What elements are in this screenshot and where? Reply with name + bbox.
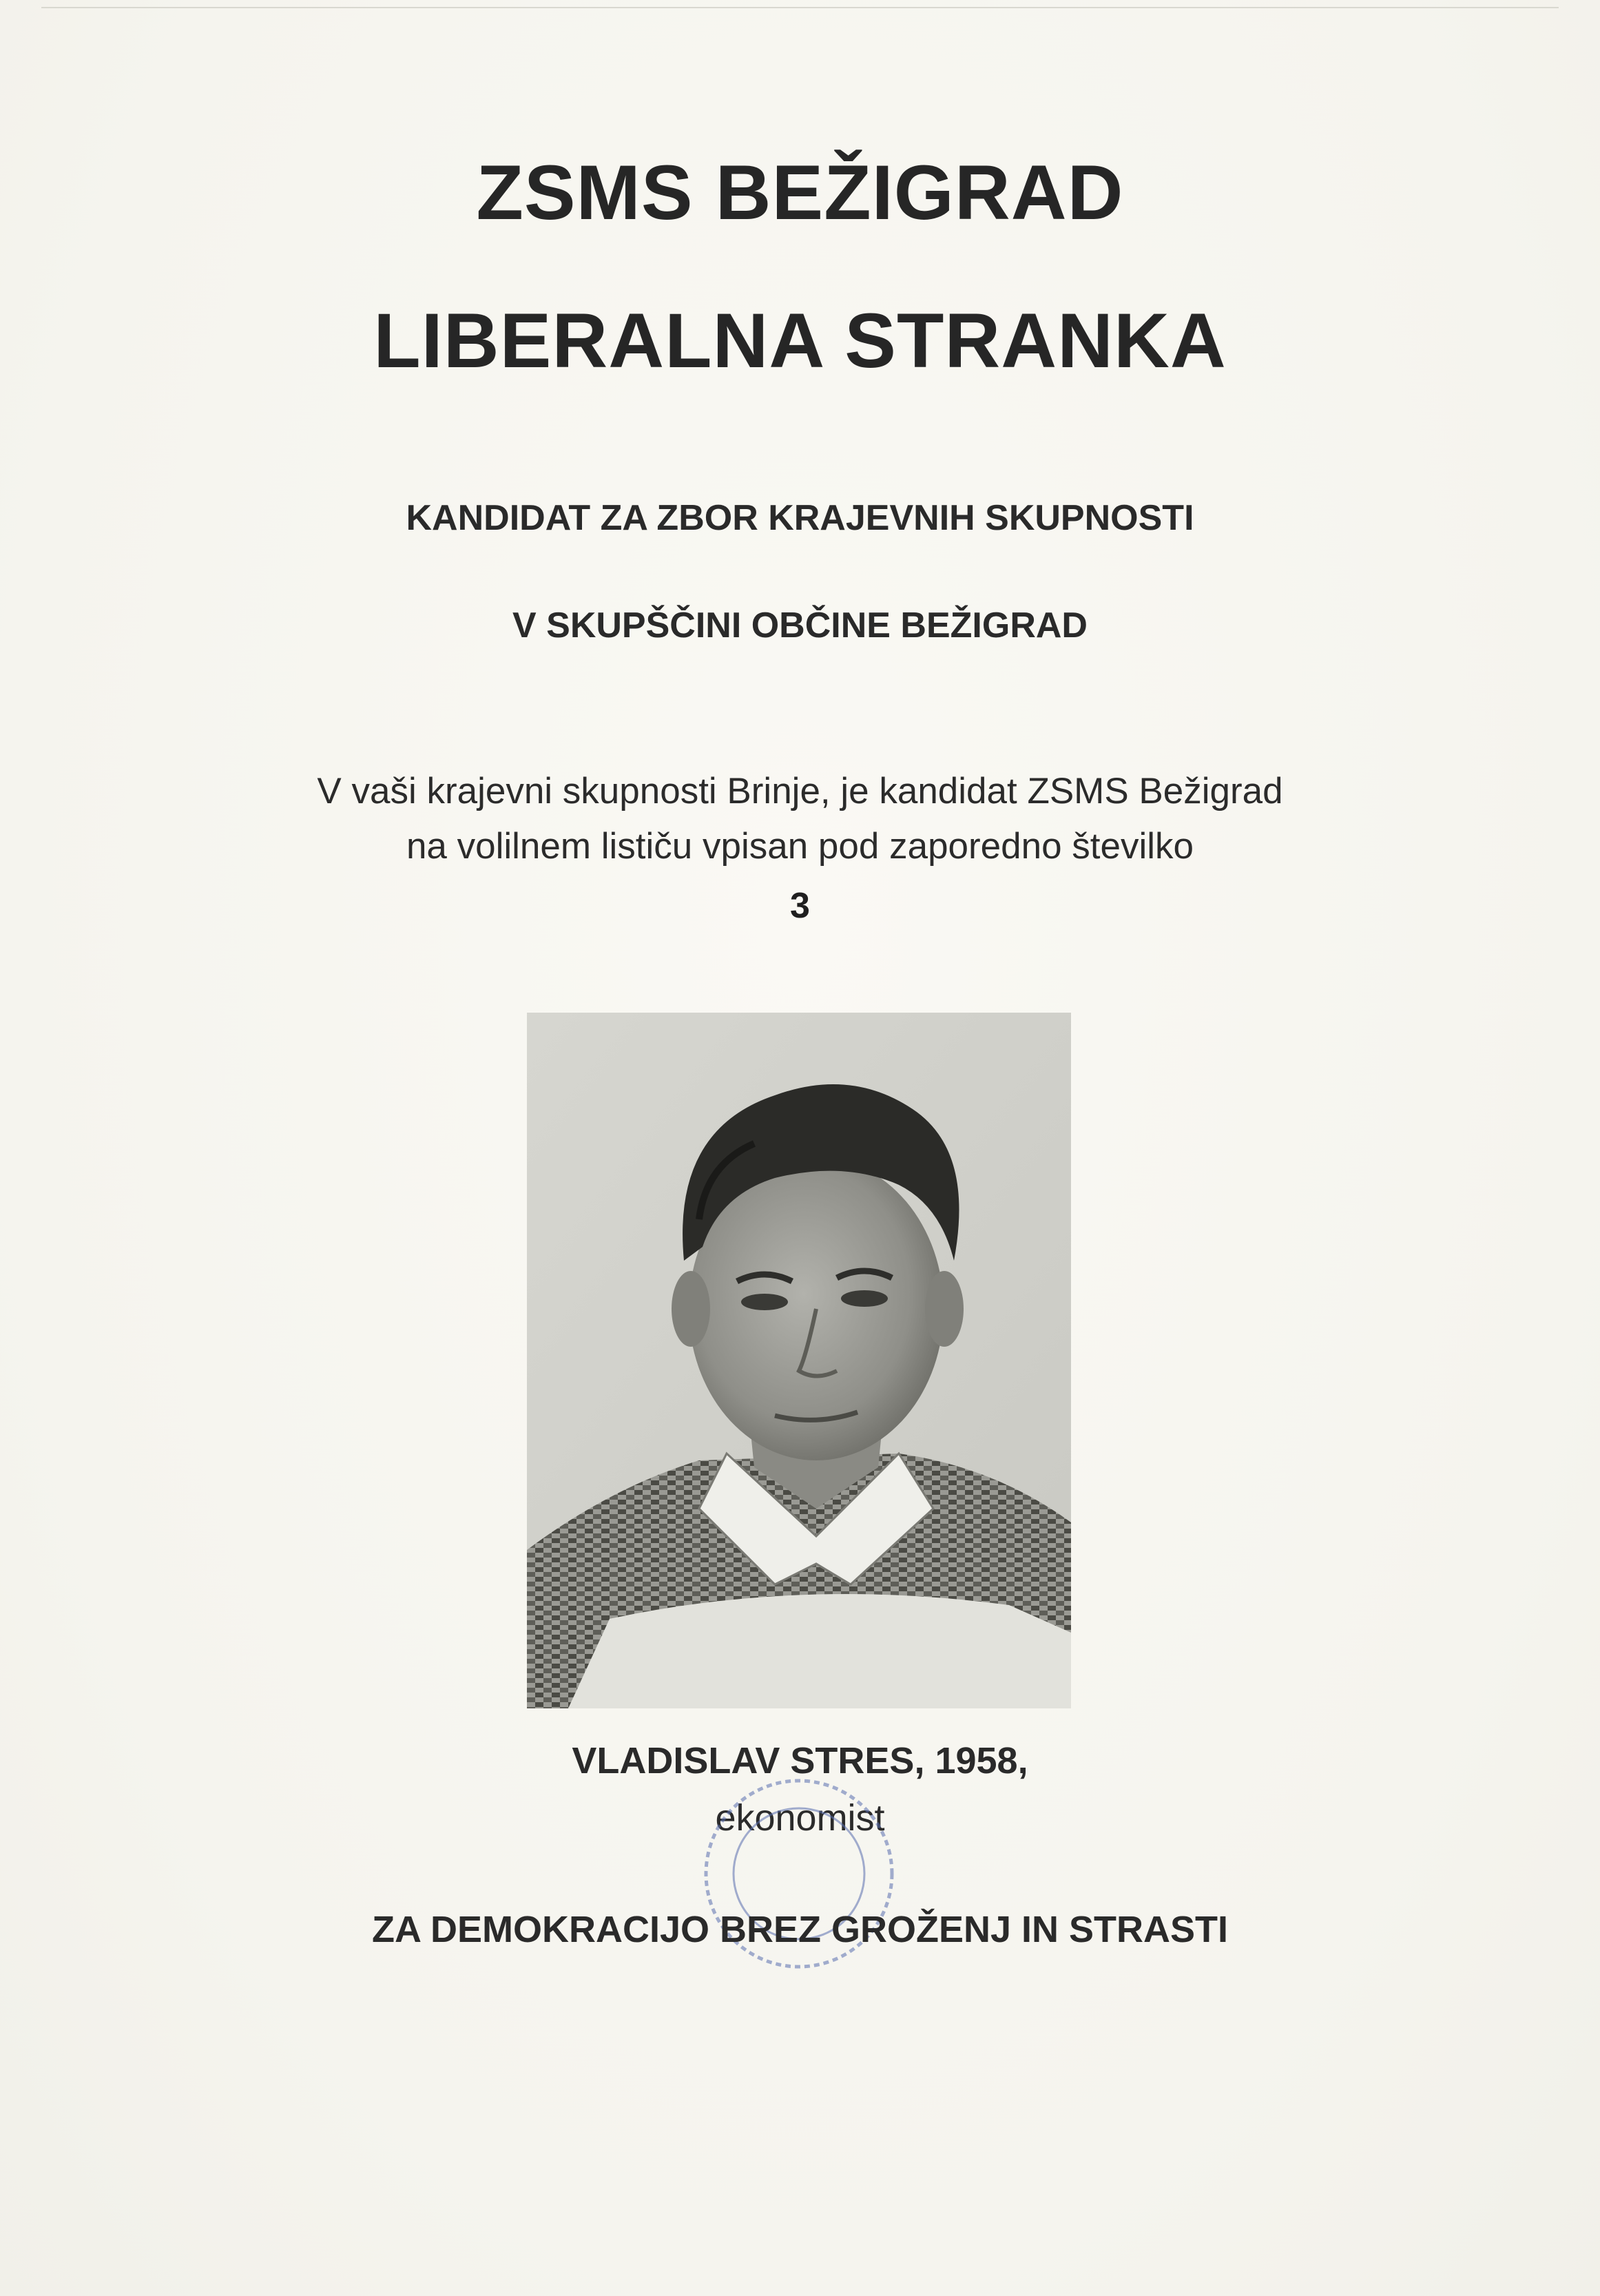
candidacy-heading: KANDIDAT ZA ZBOR KRAJEVNIH SKUPNOSTI <box>406 498 1194 538</box>
party-subtitle: LIBERALNA STRANKA <box>373 298 1227 384</box>
candidate-name: VLADISLAV STRES, 1958, <box>572 1740 1028 1781</box>
slogan: ZA DEMOKRACIJO BREZ GROŽENJ IN STRASTI <box>371 1909 1229 1950</box>
candidate-profession: ekonomist <box>715 1797 885 1839</box>
intro-line-2: na volilnem lističu vpisan pod zaporedno številko <box>406 826 1194 867</box>
assembly-heading: V SKUPŠČINI OBČINE BEŽIGRAD <box>512 606 1088 645</box>
candidate-photo <box>527 1013 1071 1708</box>
party-title: ZSMS BEŽIGRAD <box>476 149 1124 236</box>
portrait-image <box>527 1013 1071 1708</box>
intro-line-1: V vaši krajevni skupnosti Brinje, je kandidat ZSMS Bežigrad <box>317 771 1283 811</box>
ballot-number: 3 <box>790 886 810 926</box>
top-edge-line <box>41 7 1559 8</box>
